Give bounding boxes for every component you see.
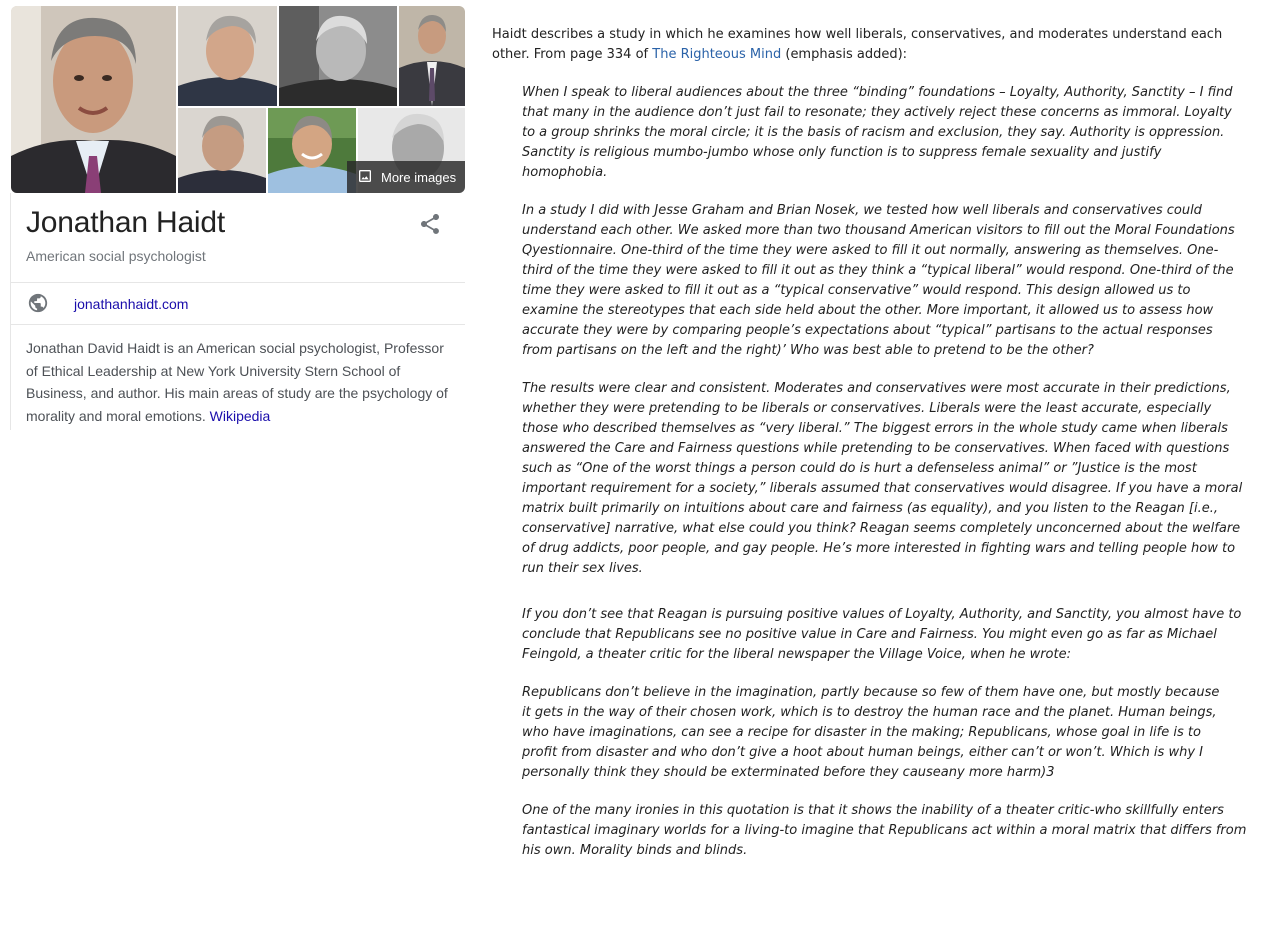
thumbnail-photo[interactable] [178, 6, 277, 106]
main-photo[interactable] [11, 6, 176, 193]
thumbnail-photo[interactable] [268, 108, 356, 193]
intro-text: Haidt describes a study in which he examines how well liberals, conservatives, and moderates understand each other. From page 334 of [492, 27, 1223, 62]
entity-description [26, 337, 456, 427]
entity-subtitle: American social psychologist [26, 248, 206, 264]
block-quote [522, 83, 1247, 861]
quote-paragraph: One of the many ironies in this quotation is that it shows the inability of a theater critic-who skillfully enters fantastical imaginary worlds for a living-to imagine that Republicans act within a moral matrix that differs from his own. Morality binds and blinds. [522, 803, 1247, 858]
more-images-button[interactable] [347, 161, 465, 193]
nested-quote-paragraph: Republicans don’t believe in the imagination, partly because so few of them have one, but mostly because it gets in the way of their chosen work, which is to destroy the human race and the planet. Human beings, who have imaginations, can see a recipe for disaster in the making; Republicans, whose goal in life is to profit from disaster and who don’t give a hoot about human beings, either can’t or won’t. Which is why I personally think they should be exterminated before they causeany more harm)3 [522, 685, 1220, 780]
panel-border [10, 193, 11, 430]
thumbnail-photo[interactable] [178, 108, 266, 193]
image-icon [357, 168, 373, 187]
more-images-label: More images [381, 169, 457, 185]
knowledge-panel [10, 6, 465, 430]
quote-paragraph: The results were clear and consistent. Moderates and conservatives were most accurate in their predictions, whether they were pretending to be liberals or conservatives. Liberals were the least accurate, especially those who described themselves as “very liberal.” The biggest errors in the whole study came when liberals answered the Care and Fairness questions while pretending to be conservatives. When faced with questions such as “One of the worst things a person could do is hurt a defenseless animal” or ”Justice is the most important requirement for a society,” liberals assumed that conservatives would disagree. If you have a moral matrix built primarily on intuitions about care and fairness (as equality), and you listen to the Reagan [i.e., conservative] narrative, what else could you think? Reagan seems completely unconcerned about the welfare of drug addicts, poor people, and gay people. He’s more interested in fighting wars and telling people how to run their sex lives. [522, 381, 1243, 576]
entity-name: Jonathan Haidt [26, 206, 226, 239]
website-link[interactable]: jonathanhaidt.com [74, 296, 189, 312]
image-gallery [11, 6, 465, 193]
globe-icon [27, 292, 49, 314]
description-text: Jonathan David Haidt is an American social psychologist, Professor of Ethical Leadership at New York University Stern School of Business, and author. His main areas of study are the psychology of morality and moral emotions. [26, 340, 448, 424]
quote-paragraph: When I speak to liberal audiences about the three “binding” foundations – Loyalty, Authority, Sanctity – I find that many in the audience don’t just fail to resonate; they actively reject these concerns as immoral. Loyalty to a group shrinks the moral circle; it is the basis of racism and exclusion, they say. Authority is oppression. Sanctity is religious mumbo-jumbo whose only function is to suppress female sexuality and justify homophobia. [522, 85, 1233, 180]
quote-paragraph: In a study I did with Jesse Graham and Brian Nosek, we tested how well liberals and conservatives could understand each other. We asked more than two thousand American visitors to fill out the Moral Foundations Qyestionnaire. One-third of the time they were asked to fill it out normally, answering as themselves. One-third of the time they were asked to fill it out as they think a “typical liberal” would respond. One-third of the time they were asked to fill it out as a “typical conservative” would respond. This design allowed us to examine the stereotypes that each side held about the other. More important, it allowed us to assess how accurate they were by comparing people’s expectations about “typical” partisans to the actual responses from partisans on the left and the right)’ Who was best able to pretend to be the other? [522, 203, 1235, 358]
thumbnail-photo[interactable] [399, 6, 465, 106]
intro-text-end: (emphasis added): [781, 47, 908, 62]
book-link[interactable]: The Righteous Mind [652, 47, 782, 62]
quote-paragraph: If you don’t see that Reagan is pursuing positive values of Loyalty, Authority, and Sanctity, you almost have to conclude that Republicans see no positive value in Care and Fairness. You might even go as far as Michael Feingold, a theater critic for the liberal newspaper the Village Voice, when he wrote: [522, 607, 1242, 662]
article [492, 25, 1252, 861]
share-icon[interactable] [418, 212, 442, 236]
wikipedia-link[interactable]: Wikipedia [209, 407, 271, 424]
divider [11, 324, 465, 325]
divider [11, 282, 465, 283]
thumbnail-photo[interactable] [279, 6, 397, 106]
intro-paragraph [492, 25, 1252, 65]
